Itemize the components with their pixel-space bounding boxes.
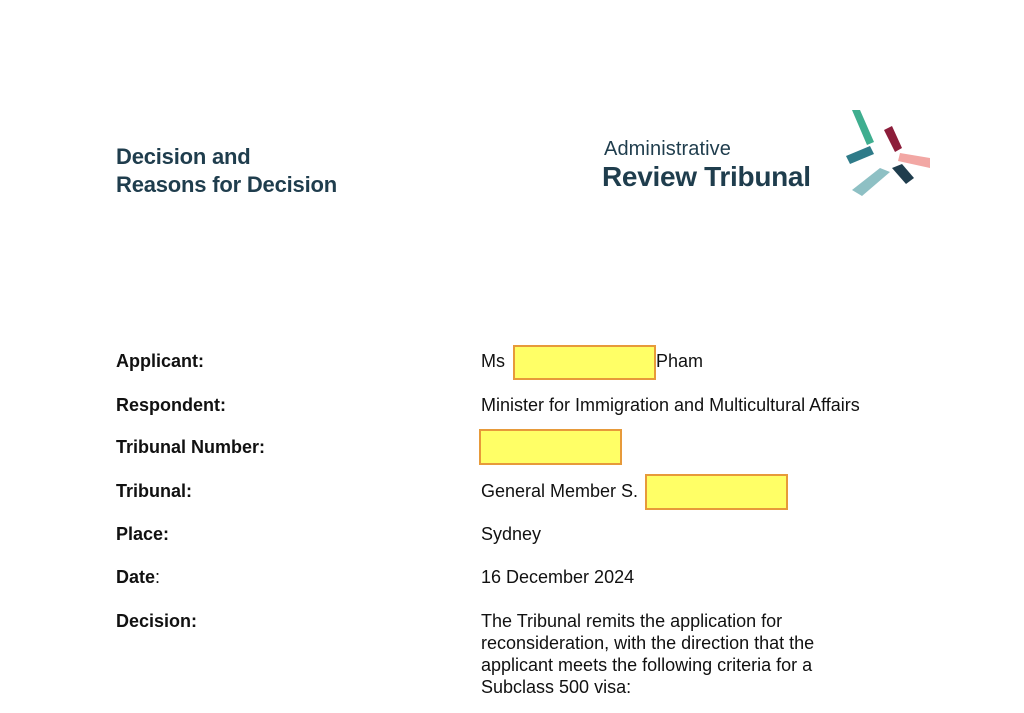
applicant-surname: Pham <box>656 351 704 371</box>
logo-text-review-tribunal: Review Tribunal <box>602 161 811 192</box>
document-title-line-1: Decision and <box>116 144 251 169</box>
tribunal-logo <box>602 108 932 204</box>
logo-text-administrative: Administrative <box>604 138 731 160</box>
tribunal-value <box>481 480 788 502</box>
date-value: 16 December 2024 <box>481 567 635 587</box>
place-value: Sydney <box>481 524 542 544</box>
decision-label: Decision: <box>116 611 198 631</box>
document-title <box>116 143 337 199</box>
logo-mark-icon <box>840 108 930 200</box>
respondent-label: Respondent: <box>116 395 226 415</box>
tribunal-member-name-redaction <box>645 474 788 510</box>
document-title-line-2: Reasons for Decision <box>116 172 337 197</box>
applicant-label: Applicant: <box>116 351 204 371</box>
applicant-value <box>481 350 703 372</box>
date-label-colon: : <box>155 567 161 587</box>
tribunal-number-label: Tribunal Number: <box>116 437 266 457</box>
tribunal-number-value <box>481 436 622 465</box>
applicant-title: Ms <box>481 351 505 371</box>
tribunal-number-redaction <box>479 429 622 465</box>
respondent-value: Minister for Immigration and Multicultural Affairs <box>481 395 860 415</box>
tribunal-member: General Member S. <box>481 481 639 501</box>
date-label <box>116 566 160 588</box>
tribunal-label: Tribunal: <box>116 481 192 501</box>
applicant-given-name-redaction <box>513 345 656 380</box>
place-label: Place: <box>116 524 170 544</box>
date-label-text: Date <box>116 567 156 587</box>
decision-value: The Tribunal remits the application for reconsideration, with the direction that the applicant meets the following criteria for a Subclass 500 visa: <box>481 611 815 697</box>
